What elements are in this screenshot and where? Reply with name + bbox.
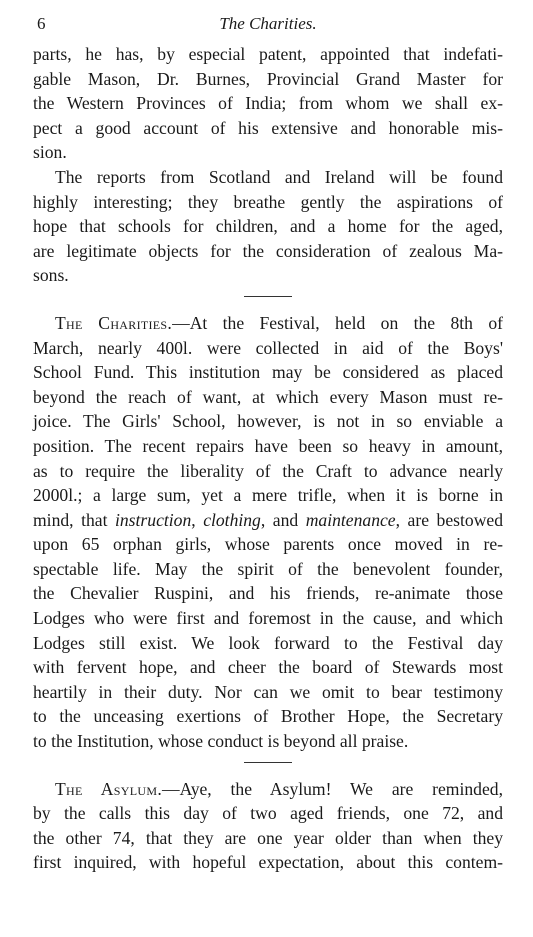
text-line: gable Mason, Dr. Burnes, Provincial Grand Master for [33, 68, 503, 89]
text-line: to the Institution, whose conduct is beyond all praise. [33, 731, 409, 752]
section-heading-charities: The Charities. [55, 312, 173, 333]
text-run: —Aye, the Asylum! We are reminded, [162, 778, 503, 799]
text-line: joice. The Girls' School, however, is not in so enviable a [33, 411, 503, 432]
text-line: by the calls this day of two aged friends, one 72, and [33, 803, 503, 824]
italic-word: clothing [203, 509, 261, 530]
text-line: to the unceasing exertions of Brother Hope, the Secretary [33, 706, 503, 727]
text-run: , [191, 509, 204, 530]
text-line [33, 777, 503, 802]
text-line: highly interesting; they breathe gently the aspirations of [33, 191, 503, 212]
text-line: are legitimate objects for the consideration of zealous Ma- [33, 240, 503, 261]
text-line: Lodges who were first and foremost in the cause, and which [33, 608, 503, 629]
page-header [33, 0, 503, 42]
body-text [33, 42, 503, 875]
italic-word: maintenance [305, 509, 396, 530]
text-run: , and [260, 509, 306, 530]
text-line: with fervent hope, and cheer the board of Stewards most [33, 657, 503, 678]
page-number: 6 [37, 14, 46, 33]
text-line: position. The recent repairs have been so heavy in amount, [33, 435, 503, 456]
text-line: March, nearly 400l. were collected in aid of the Boys' [33, 337, 503, 358]
text-line: 2000l.; a large sum, yet a mere trifle, when it is borne in [33, 485, 503, 506]
section-heading-asylum: The Asylum. [55, 778, 163, 799]
text-line [33, 311, 503, 336]
text-line: sion. [33, 142, 67, 163]
text-run: —At the Festival, held on the 8th of [172, 312, 503, 333]
section-divider [244, 296, 292, 297]
text-line: hope that schools for children, and a home for the aged, [33, 216, 503, 237]
text-line: as to require the liberality of the Craft to advance nearly [33, 460, 503, 481]
text-line: beyond the reach of want, at which every Mason must re- [33, 386, 503, 407]
section-asylum [33, 777, 503, 875]
text-run: mind, that [33, 509, 115, 530]
text-line: sons. [33, 265, 69, 286]
text-line: Lodges still exist. We look forward to the Festival day [33, 632, 503, 653]
section-charities [33, 311, 503, 754]
text-line: first inquired, with hopeful expectation, about this contem- [33, 852, 503, 873]
text-line: upon 65 orphan girls, whose parents once moved in re- [33, 534, 503, 555]
running-head: The Charities. [219, 14, 317, 33]
italic-word: instruction [115, 509, 192, 530]
book-page [33, 0, 503, 875]
text-line: parts, he has, by especial patent, appointed that indefati- [33, 44, 503, 64]
paragraph-reports [33, 165, 503, 288]
text-line: spectable life. May the spirit of the benevolent founder, [33, 558, 503, 579]
section-divider [244, 762, 292, 763]
text-run: , are bestowed [395, 509, 504, 530]
text-line: the other 74, that they are one year older than when they [33, 827, 503, 848]
text-line: School Fund. This institution may be considered as placed [33, 362, 503, 383]
paragraph-continuation [33, 42, 503, 165]
text-line [33, 508, 503, 533]
text-line: heartily in their duty. Nor can we omit to bear testimony [33, 681, 503, 702]
text-line: the Chevalier Ruspini, and his friends, re-animate those [33, 583, 503, 604]
text-line: the Western Provinces of India; from whom we shall ex- [33, 93, 503, 114]
text-line: pect a good account of his extensive and honorable mis- [33, 117, 503, 138]
text-line: The reports from Scotland and Ireland will be found [55, 166, 503, 187]
